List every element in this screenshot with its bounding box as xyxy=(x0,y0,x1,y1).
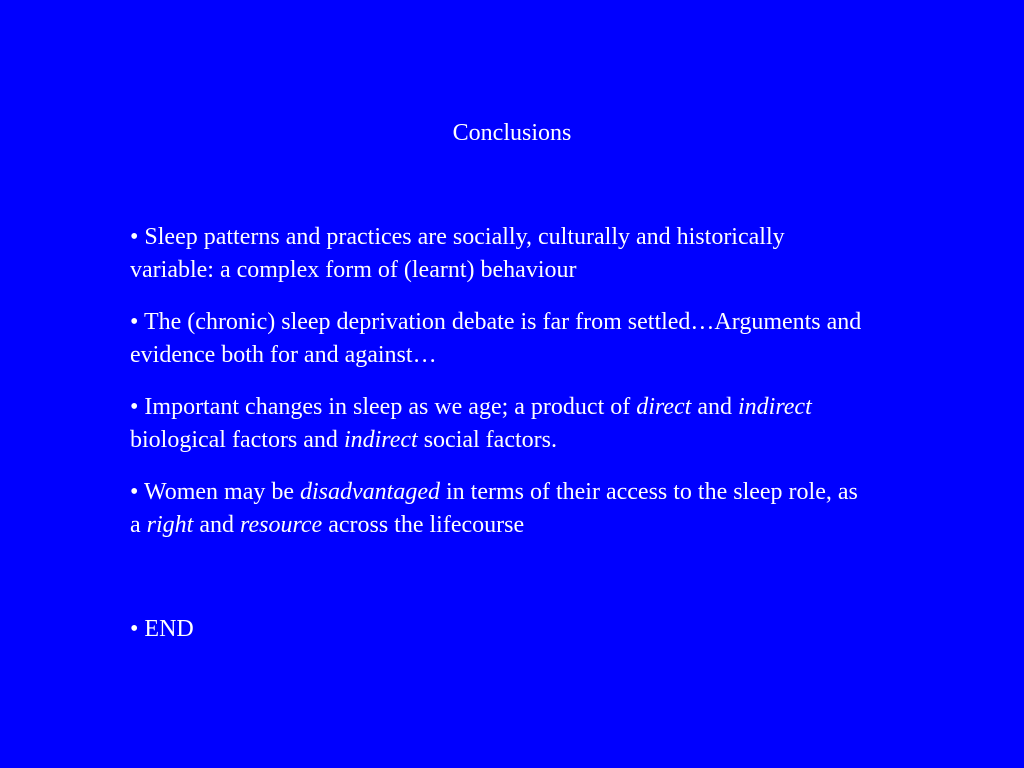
bullet-glyph: • xyxy=(130,224,139,250)
bullet-text: in terms of their access to the sleep role, as a xyxy=(130,479,858,538)
emphasis-text: resource xyxy=(240,512,323,538)
bullet-text: Sleep patterns and practices are socially, culturally and historically variable: a complex form of (learnt) behaviour xyxy=(130,224,785,283)
bullet-item xyxy=(130,476,870,542)
bullet-item xyxy=(130,306,870,372)
bullet-glyph: • xyxy=(130,309,139,335)
bullet-text: The (chronic) sleep deprivation debate is far from settled…Arguments and evidence both for and against… xyxy=(130,309,862,368)
emphasis-text: indirect xyxy=(343,427,418,453)
slide-title: Conclusions xyxy=(452,120,572,146)
bullet-text: and xyxy=(691,394,738,420)
bullet-text: and xyxy=(193,512,240,538)
bullet-glyph: • xyxy=(130,616,139,642)
bullet-item-end xyxy=(130,613,870,646)
bullet-text: across the lifecourse xyxy=(322,512,525,538)
bullet-glyph: • xyxy=(130,394,139,420)
bullet-text: biological factors and xyxy=(130,427,344,453)
emphasis-text: indirect xyxy=(737,394,812,420)
bullet-text: Women may be xyxy=(143,479,301,505)
emphasis-text: direct xyxy=(636,394,692,420)
emphasis-text: disadvantaged xyxy=(300,479,440,505)
bullet-text: Important changes in sleep as we age; a product of xyxy=(144,394,637,420)
bullet-glyph: • xyxy=(130,479,139,505)
bullet-item xyxy=(130,391,870,457)
bullet-text: END xyxy=(144,616,194,642)
emphasis-text: right xyxy=(146,512,194,538)
bullet-item xyxy=(130,221,870,287)
bullet-text: social factors. xyxy=(417,427,557,453)
bullet-list xyxy=(130,221,870,665)
